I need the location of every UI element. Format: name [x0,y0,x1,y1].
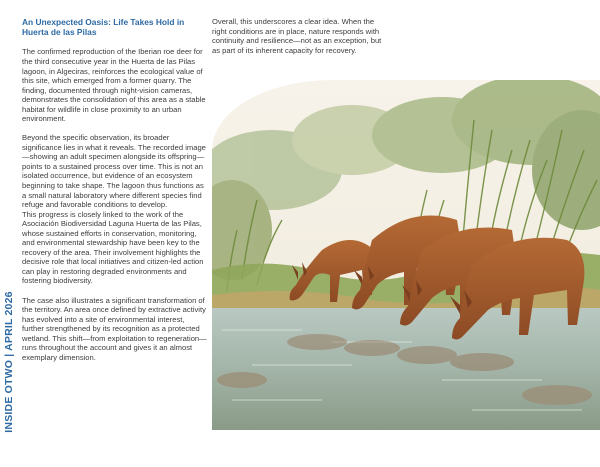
article-paragraph-1: The confirmed reproduction of the Iberian roe deer for the third consecutive year in the Huerta de las Pilas lagoon, in Algeciras, reinforces the ecological value of this site, which emerged from a former quarry. The finding, documented through night-vision cameras, demonstrates the consolidation of this area as a stable habitat for wildlife in close proximity to an urban environment. [22,47,206,124]
article-paragraph-5: Overall, this underscores a clear idea. When the right conditions are in place, nature responds with continuity and resilience—not as an exception, but as part of its inherent capacity for recovery. [212,17,382,55]
side-label: INSIDE OTWO | APRIL 2026 [3,291,15,433]
water [212,308,600,430]
article-right-column [212,17,390,55]
article-left-column [22,17,208,362]
deer-watercolor-illustration [212,80,600,430]
article-paragraph-4: The case also illustrates a significant transformation of the territory. An area once defined by extractive activity has evolved into a site of environmental interest, further strengthened by its recognition as a protected wetland. This shift—from exploitation to regeneration—runs throughout the account and gives it an almost exemplary dimension. [22,295,207,362]
article-title: An Unexpected Oasis: Life Takes Hold in Huerta de las Pilas [22,17,185,38]
article-paragraph-3: This progress is closely linked to the work of the Asociación Biodiversidad Laguna Huerta de las Pilas, whose sustained efforts in conservation, monitoring, and environmental stewardship have been key to the recovery of the area. Their involvement highlights the decisive role that local initiatives and citizen-led action can play in restoring degraded environments and fostering biodiversity. [22,209,204,286]
article-paragraph-2: Beyond the specific observation, its broader significance lies in what it reveals. The recorded image—showing an adult specimen alongside its offspring—points to a sustained process over time. This is not an isolated occurrence, but evidence of an ecosystem beginning to take shape. The lagoon thus functions as a small natural laboratory where different species find refuge and favorable conditions to develop. [22,133,206,210]
